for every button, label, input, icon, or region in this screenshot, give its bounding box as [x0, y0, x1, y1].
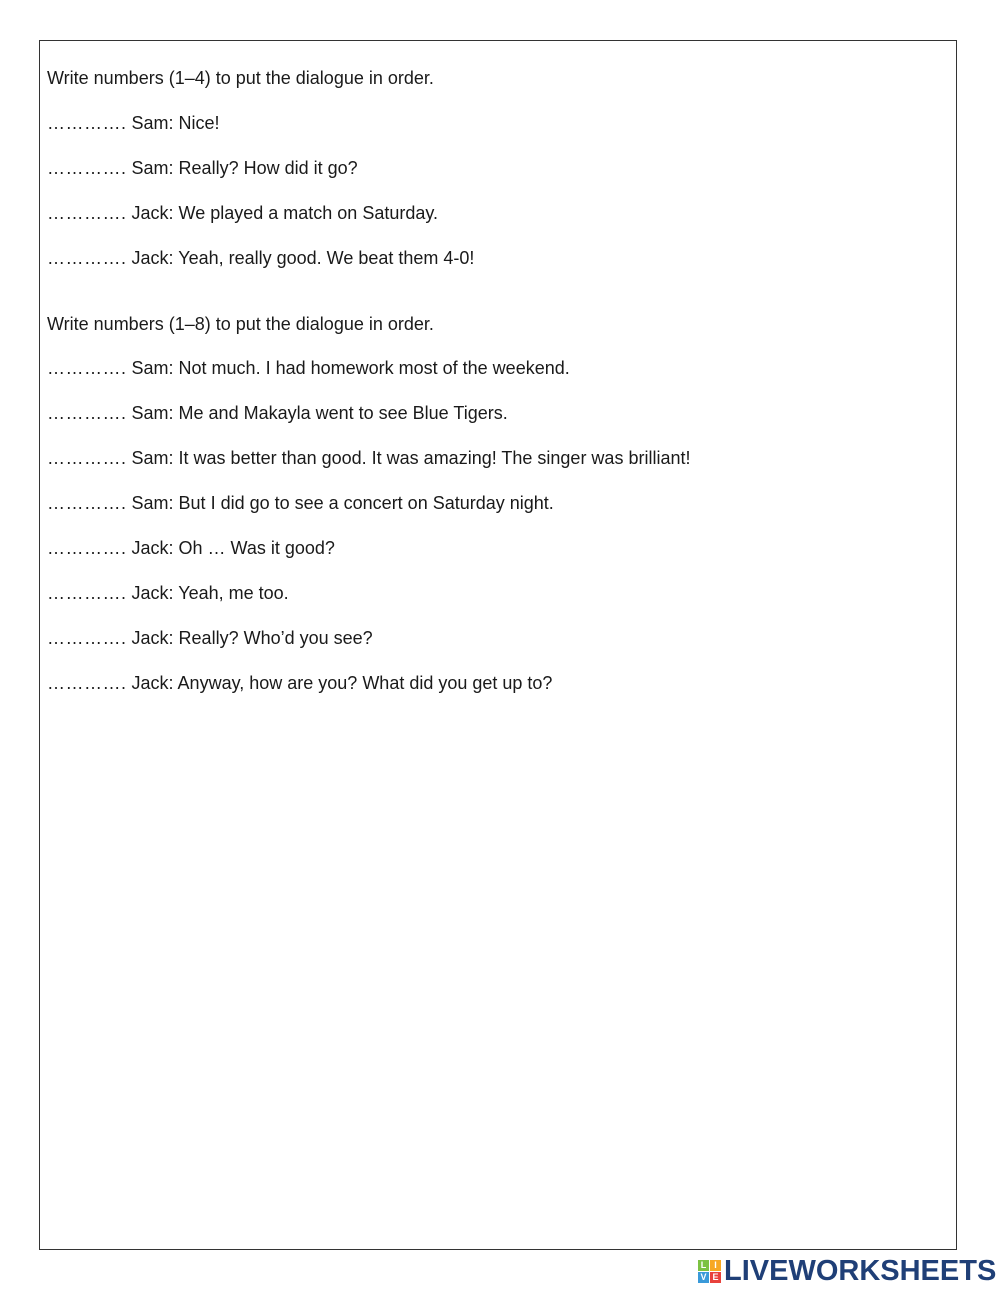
- dialogue-line: [47, 402, 508, 424]
- order-number-input[interactable]: ………….: [47, 493, 127, 513]
- order-number-input[interactable]: ………….: [47, 158, 127, 178]
- dialogue-text: Sam: Nice!: [131, 113, 220, 133]
- order-number-input[interactable]: ………….: [47, 203, 127, 223]
- logo-tile: L: [698, 1260, 709, 1271]
- dialogue-text: Jack: We played a match on Saturday.: [131, 203, 439, 223]
- dialogue-line: [47, 357, 570, 379]
- dialogue-text: Sam: Really? How did it go?: [131, 158, 358, 178]
- order-number-input[interactable]: ………….: [47, 113, 127, 133]
- dialogue-line: [47, 537, 335, 559]
- dialogue-text: Jack: Yeah, me too.: [131, 583, 289, 603]
- logo-tile: V: [698, 1272, 709, 1283]
- dialogue-line: [47, 157, 358, 179]
- dialogue-text: Jack: Really? Who’d you see?: [131, 628, 373, 648]
- order-number-input[interactable]: ………….: [47, 403, 127, 423]
- dialogue-line: [47, 492, 554, 514]
- dialogue-text: Sam: It was better than good. It was amazing! The singer was brilliant!: [131, 448, 691, 468]
- order-number-input[interactable]: ………….: [47, 628, 127, 648]
- dialogue-line: [47, 627, 373, 649]
- dialogue-text: Sam: Not much. I had homework most of the weekend.: [131, 358, 570, 378]
- order-number-input[interactable]: ………….: [47, 673, 127, 693]
- instruction-2: Write numbers (1–8) to put the dialogue in order.: [47, 314, 434, 334]
- order-number-input[interactable]: ………….: [47, 583, 127, 603]
- order-number-input[interactable]: ………….: [47, 538, 127, 558]
- logo-text: LIVEWORKSHEETS: [724, 1255, 997, 1287]
- dialogue-line: [47, 247, 474, 269]
- order-number-input[interactable]: ………….: [47, 358, 127, 378]
- dialogue-line: [47, 672, 552, 694]
- order-number-input[interactable]: ………….: [47, 448, 127, 468]
- order-number-input[interactable]: ………….: [47, 248, 127, 268]
- dialogue-line: [47, 202, 438, 224]
- dialogue-line: [47, 447, 690, 469]
- dialogue-text: Jack: Yeah, really good. We beat them 4-0!: [131, 248, 475, 268]
- logo-tile: E: [710, 1272, 721, 1283]
- logo-tiles-icon: [698, 1260, 721, 1283]
- dialogue-text: Jack: Oh … Was it good?: [131, 538, 335, 558]
- dialogue-line: [47, 112, 220, 134]
- dialogue-text: Jack: Anyway, how are you? What did you get up to?: [131, 673, 553, 693]
- instruction-1: Write numbers (1–4) to put the dialogue in order.: [47, 68, 434, 88]
- dialogue-text: Sam: But I did go to see a concert on Saturday night.: [131, 493, 554, 513]
- liveworksheets-logo: [698, 1256, 996, 1286]
- logo-tile: I: [710, 1260, 721, 1271]
- dialogue-line: [47, 582, 289, 604]
- dialogue-text: Sam: Me and Makayla went to see Blue Tigers.: [131, 403, 508, 423]
